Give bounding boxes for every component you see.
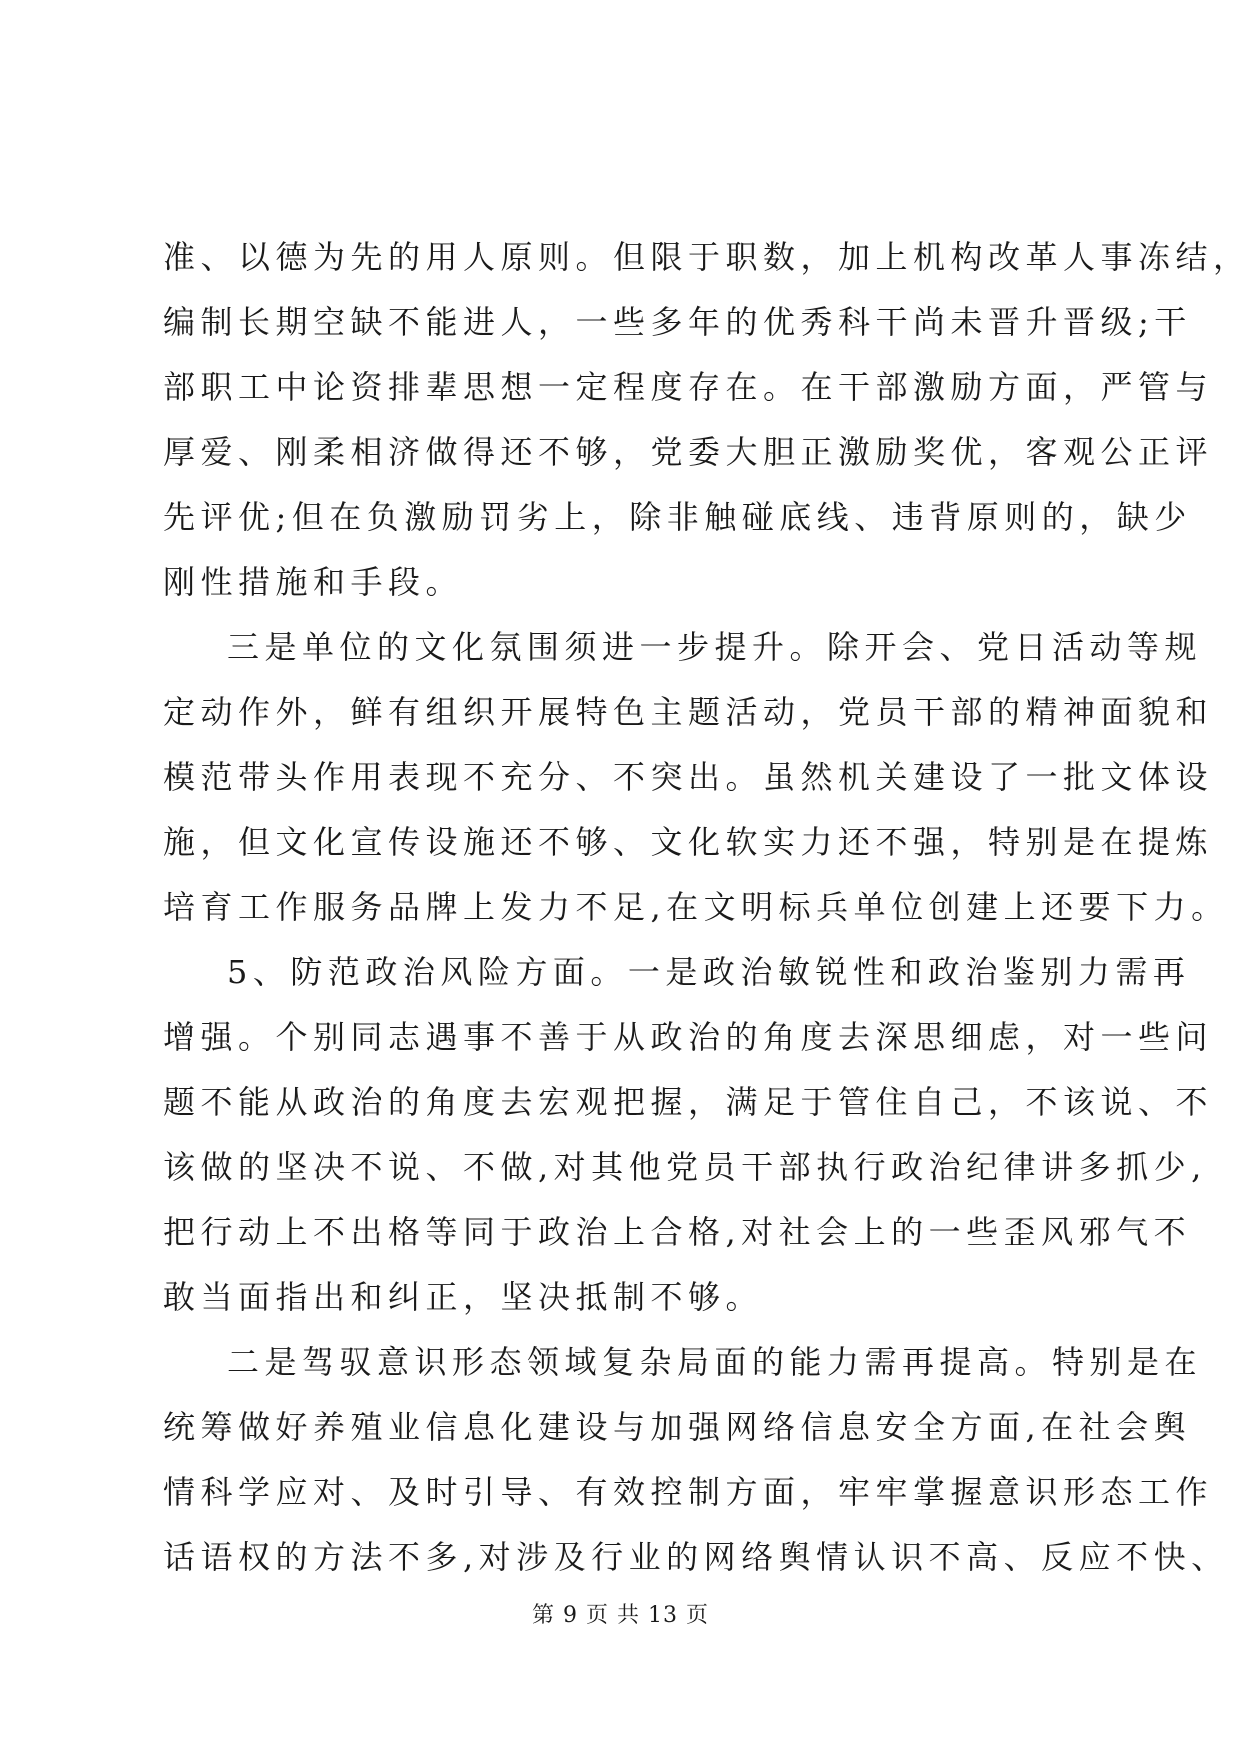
text-line: 统筹做好养殖业信息化建设与加强网络信息安全方面,在社会舆	[163, 1408, 1192, 1446]
text-line: 厚爱、刚柔相济做得还不够，党委大胆正激励奖优，客观公正评	[163, 433, 1214, 471]
text-line: 先评优;但在负激励罚劣上，除非触碰底线、违背原则的，缺少	[163, 498, 1192, 536]
body-text	[163, 225, 1251, 1590]
text-line: 编制长期空缺不能进人，一些多年的优秀科干尚未晋升晋级;干	[163, 303, 1192, 341]
text-line: 话语权的方法不多,对涉及行业的网络舆情认识不高、反应不快、	[163, 1538, 1229, 1576]
text-line: 情科学应对、及时引导、有效控制方面，牢牢掌握意识形态工作	[163, 1473, 1214, 1511]
text-line: 5、防范政治风险方面。一是政治敏锐性和政治鉴别力需再	[227, 953, 1191, 991]
text-line: 施，但文化宣传设施还不够、文化软实力还不强，特别是在提炼	[163, 823, 1214, 861]
text-line: 敢当面指出和纠正，坚决抵制不够。	[163, 1278, 764, 1316]
text-line: 题不能从政治的角度去宏观把握，满足于管住自己，不该说、不	[163, 1083, 1214, 1121]
page-footer: 第 9 页 共 13 页	[532, 1603, 709, 1628]
text-line: 刚性措施和手段。	[163, 563, 464, 601]
text-line: 增强。个别同志遇事不善于从政治的角度去深思细虑，对一些问	[163, 1018, 1214, 1056]
text-line: 把行动上不出格等同于政治上合格,对社会上的一些歪风邪气不	[163, 1213, 1192, 1251]
text-line: 部职工中论资排辈思想一定程度存在。在干部激励方面，严管与	[163, 368, 1214, 406]
text-line: 定动作外，鲜有组织开展特色主题活动，党员干部的精神面貌和	[163, 693, 1214, 731]
text-line: 模范带头作用表现不充分、不突出。虽然机关建设了一批文体设	[163, 758, 1214, 796]
text-line: 培育工作服务品牌上发力不足,在文明标兵单位创建上还要下力。	[163, 888, 1229, 926]
text-line: 三是单位的文化氛围须进一步提升。除开会、党日活动等规	[227, 628, 1203, 666]
text-line: 该做的坚决不说、不做,对其他党员干部执行政治纪律讲多抓少,	[163, 1148, 1207, 1186]
text-line: 二是驾驭意识形态领域复杂局面的能力需再提高。特别是在	[227, 1343, 1203, 1381]
text-line: 准、以德为先的用人原则。但限于职数，加上机构改革人事冻结，	[163, 238, 1251, 276]
